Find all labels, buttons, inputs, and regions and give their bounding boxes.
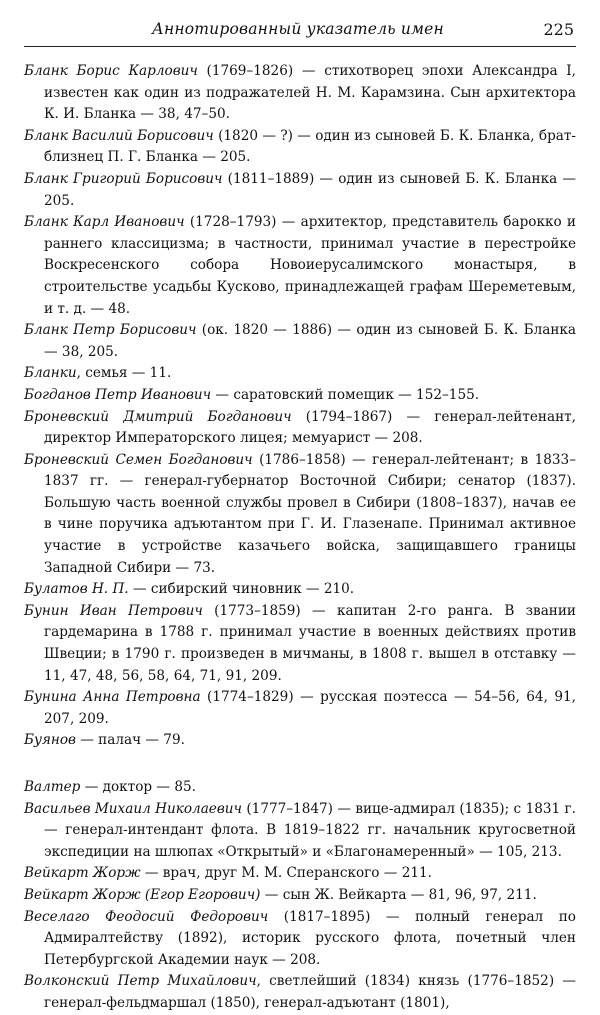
entry-text: , светлейший (1834) князь (1776–1852) — генерал-фельдмаршал (1850), генерал-адъютант (1801), xyxy=(44,973,576,1011)
entry-text: — сибирский чиновник — 210. xyxy=(128,581,355,598)
entry-text: — сын Ж. Вейкарта — 81, 96, 97, 211. xyxy=(260,886,537,903)
entry-text: (1794–1867) — генерал-лейтенант, директор Императорского лицея; мемуарист — 208. xyxy=(44,408,576,447)
index-entry xyxy=(24,385,576,407)
index-entry xyxy=(24,126,576,169)
entry-text: — саратовский помещик — 152–155. xyxy=(211,386,480,403)
entry-name: Васильев Михаил Николаевич xyxy=(24,800,242,817)
header-title: Аннотированный указатель имен xyxy=(152,20,444,38)
entry-name: Бланк Петр Борисович xyxy=(24,322,197,339)
entry-name: Бланк Карл Иванович xyxy=(24,214,185,231)
entry-text: (1786–1858) — генерал-лейтенант; в 1833–1837 гг. — генерал-губернатор Восточной Сибири; сенатор (1837). Большую часть военной службы провел в Сибири (1808–1837), начав ее в чине поручика адъютантом при Г. И. Глазенапе. Принимал активное участие в устройстве казачьего войска, защищавшего границы Западной Сибири — 73. xyxy=(44,451,576,576)
entry-name: Бунин Иван Петрович xyxy=(24,602,203,619)
index-entry xyxy=(24,320,576,363)
index-entry xyxy=(24,212,576,320)
index-entry xyxy=(24,777,576,799)
index-entry xyxy=(24,971,576,1014)
index-entry xyxy=(24,61,576,126)
entry-name: Богданов Петр Иванович xyxy=(24,386,212,403)
entry-text: (1773–1859) — капитан 2-го ранга. В звании гардемарина в 1788 г. принимал участие в военных действиях против Швеции; в 1790 г. произведен в мичманы, в 1808 г. вышел в отставку — 11, 47, 48, 56, 58, 64, 71, 91, 209. xyxy=(44,602,576,684)
index-entry xyxy=(24,407,576,450)
index-entries xyxy=(24,61,576,1015)
index-entry xyxy=(24,885,576,907)
entry-name: Бланк Василий Борисович xyxy=(24,127,214,144)
letter-section-gap xyxy=(24,752,576,777)
index-entry xyxy=(24,907,576,972)
entry-name: Вейкарт Жорж xyxy=(24,865,141,882)
running-header xyxy=(24,14,576,44)
index-entry xyxy=(24,450,576,580)
index-entry xyxy=(24,799,576,864)
entry-name: Бланк Григорий Борисович xyxy=(24,170,223,187)
header-rule xyxy=(24,46,576,47)
index-entry xyxy=(24,730,576,752)
entry-name: Веселаго Феодосий Федорович xyxy=(24,908,269,925)
entry-text: , семья — 11. xyxy=(76,365,172,382)
entry-text: — палач — 79. xyxy=(75,732,185,749)
index-entry xyxy=(24,863,576,885)
entry-text: (1728–1793) — архитектор, представитель барокко и раннего классицизма; в частности, принимал участие в перестройке Воскресенского собора Новоиерусалимского монастыря, в строительстве усадьбы Кусково, принадлежащей графам Шереметевым, и т. д. — 48. xyxy=(44,214,576,317)
index-entry xyxy=(24,687,576,730)
index-entry xyxy=(24,579,576,601)
entry-name: Броневский Дмитрий Богданович xyxy=(24,408,292,425)
entry-text: (1817–1895) — полный генерал по Адмиралтейству (1892), историк русского флота, почетный член Петербургской Академии наук — 208. xyxy=(44,908,576,968)
index-entry xyxy=(24,601,576,687)
entry-text: (1777–1847) — вице-адмирал (1835); с 1831 г. — генерал-интендант флота. В 1819–1822 гг. начальник кругосветной экспедиции на шлюпах «Открытый» и «Благонамеренный» — 105, 213. xyxy=(44,800,577,860)
entry-name: Бунина Анна Петровна xyxy=(24,689,201,706)
entry-text: (1811–1889) — один из сыновей Б. К. Бланка — 205. xyxy=(44,170,576,209)
entry-text: (ок. 1820 — 1886) — один из сыновей Б. К. Бланка — 38, 205. xyxy=(44,322,576,360)
entry-name: Буянов xyxy=(24,732,76,749)
entry-name: Волконский Петр Михайлович xyxy=(24,973,257,990)
entry-name: Булатов Н. П. xyxy=(24,581,129,598)
entry-name: Бланки xyxy=(24,365,77,382)
page-number: 225 xyxy=(543,20,574,39)
entry-text: — врач, друг М. М. Сперанского — 211. xyxy=(140,865,432,882)
entry-name: Бланк Борис Карлович xyxy=(24,63,198,79)
entry-name: Валтер xyxy=(24,779,81,795)
index-entry xyxy=(24,169,576,212)
entry-name: Вейкарт Жорж (Егор Егорович) xyxy=(24,886,261,903)
entry-text: (1820 — ?) — один из сыновей Б. К. Бланка, брат-близнец П. Г. Бланка — 205. xyxy=(44,127,576,166)
entry-text: (1774–1829) — русская поэтесса — 54–56, 64, 91, 207, 209. xyxy=(44,689,576,727)
index-entry xyxy=(24,363,576,385)
entry-text: — доктор — 85. xyxy=(80,779,196,795)
entry-text: (1769–1826) — стихотворец эпохи Александра I, известен как один из подражателей Н. М. Карамзина. Сын архитектора К. И. Бланка — 38, 47–50. xyxy=(44,63,576,123)
entry-name: Броневский Семен Богданович xyxy=(24,451,253,468)
